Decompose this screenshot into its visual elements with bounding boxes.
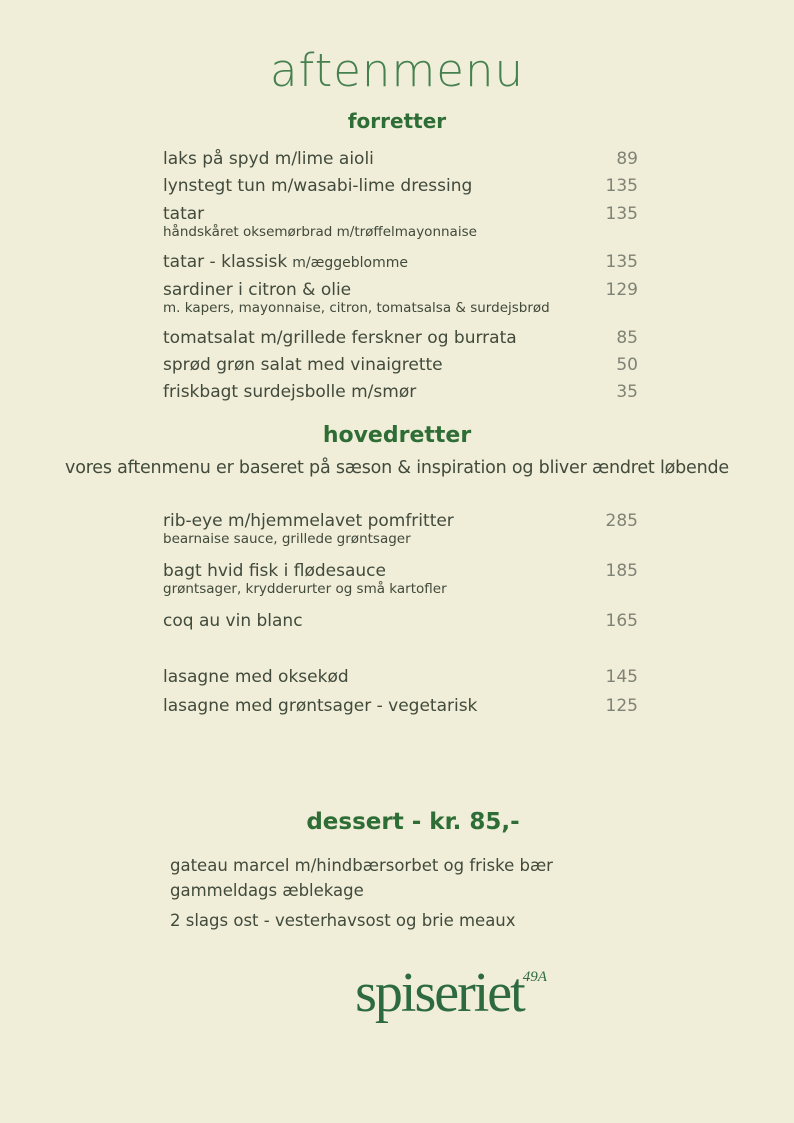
section-heading-hovedretter: hovedretter bbox=[322, 423, 472, 449]
menu-item bbox=[163, 696, 638, 716]
page-title: aftenmenu bbox=[269, 44, 525, 97]
restaurant-logo-superscript: 49A bbox=[522, 969, 547, 986]
menu-item-name: tatar - klassisk bbox=[163, 252, 288, 273]
menu-item-name: tomatsalat m/grillede ferskner og burrata bbox=[163, 328, 517, 349]
footer bbox=[0, 962, 794, 1025]
dessert-item-list bbox=[170, 856, 794, 931]
menu-item-name: lasagne med grøntsager - vegetarisk bbox=[163, 696, 478, 717]
menu-item-detail: grøntsager, krydderurter og små kartofler bbox=[163, 581, 447, 598]
menu-item bbox=[163, 280, 638, 316]
menu-item-price: 129 bbox=[605, 280, 638, 301]
menu-item-price: 135 bbox=[605, 252, 638, 273]
menu-item-price: 135 bbox=[605, 176, 638, 197]
menu-item bbox=[163, 667, 638, 687]
menu-item-detail: håndskåret oksemørbrad m/trøffelmayonnaise bbox=[163, 224, 477, 241]
menu-item-name: lynstegt tun m/wasabi-lime dressing bbox=[163, 176, 473, 197]
menu-item bbox=[163, 149, 638, 169]
menu-item-name: coq au vin blanc bbox=[163, 611, 303, 632]
menu-item-price: 125 bbox=[605, 696, 638, 717]
dessert-item: gammeldags æblekage bbox=[170, 881, 364, 901]
menu-item-price: 285 bbox=[605, 511, 638, 532]
dessert-item: 2 slags ost - vesterhavsost og brie meaux bbox=[170, 911, 516, 931]
menu-item bbox=[163, 328, 638, 348]
menu-item bbox=[163, 561, 638, 597]
menu-item-name: lasagne med oksekød bbox=[163, 667, 349, 688]
section-intro: vores aftenmenu er baseret på sæson & inspiration og bliver ændret løbende bbox=[65, 458, 729, 479]
hovedretter-item-list bbox=[163, 511, 638, 716]
menu-item bbox=[163, 382, 638, 402]
restaurant-logo-text: spiseriet bbox=[355, 962, 524, 1025]
menu-item bbox=[163, 204, 638, 240]
menu-item-name: laks på spyd m/lime aioli bbox=[163, 149, 374, 170]
menu-item bbox=[163, 611, 638, 631]
menu-item bbox=[163, 176, 638, 196]
menu-item-price: 35 bbox=[616, 382, 638, 403]
restaurant-logo bbox=[355, 962, 547, 1025]
menu-item-name: sprød grøn salat med vinaigrette bbox=[163, 355, 443, 376]
dessert-item: gateau marcel m/hindbærsorbet og friske bær bbox=[170, 856, 553, 876]
menu-item-detail: m. kapers, mayonnaise, citron, tomatsalsa & surdejsbrød bbox=[163, 300, 550, 317]
menu-item-price: 145 bbox=[605, 667, 638, 688]
menu-item bbox=[163, 511, 638, 547]
menu-item-name-suffix: m/æggeblomme bbox=[292, 255, 408, 272]
menu-item-name: tatar bbox=[163, 204, 205, 225]
menu-item-price: 135 bbox=[605, 204, 638, 225]
menu-item-price: 85 bbox=[616, 328, 638, 349]
menu-item-price: 165 bbox=[605, 611, 638, 632]
forretter-item-list bbox=[163, 149, 638, 402]
menu-item-name: rib-eye m/hjemmelavet pomfritter bbox=[163, 511, 454, 532]
section-heading-dessert: dessert - kr. 85,- bbox=[306, 809, 520, 836]
section-heading-forretter: forretter bbox=[347, 109, 447, 134]
menu-item-detail: bearnaise sauce, grillede grøntsager bbox=[163, 531, 411, 548]
menu-item bbox=[163, 252, 638, 272]
menu-item-price: 185 bbox=[605, 561, 638, 582]
menu-item-price: 89 bbox=[616, 149, 638, 170]
menu-item-name: friskbagt surdejsbolle m/smør bbox=[163, 382, 417, 403]
menu-item-price: 50 bbox=[616, 355, 638, 376]
menu-item-name: sardiner i citron & olie bbox=[163, 280, 352, 301]
menu-item-name: bagt hvid fisk i flødesauce bbox=[163, 561, 386, 582]
menu-item bbox=[163, 355, 638, 375]
